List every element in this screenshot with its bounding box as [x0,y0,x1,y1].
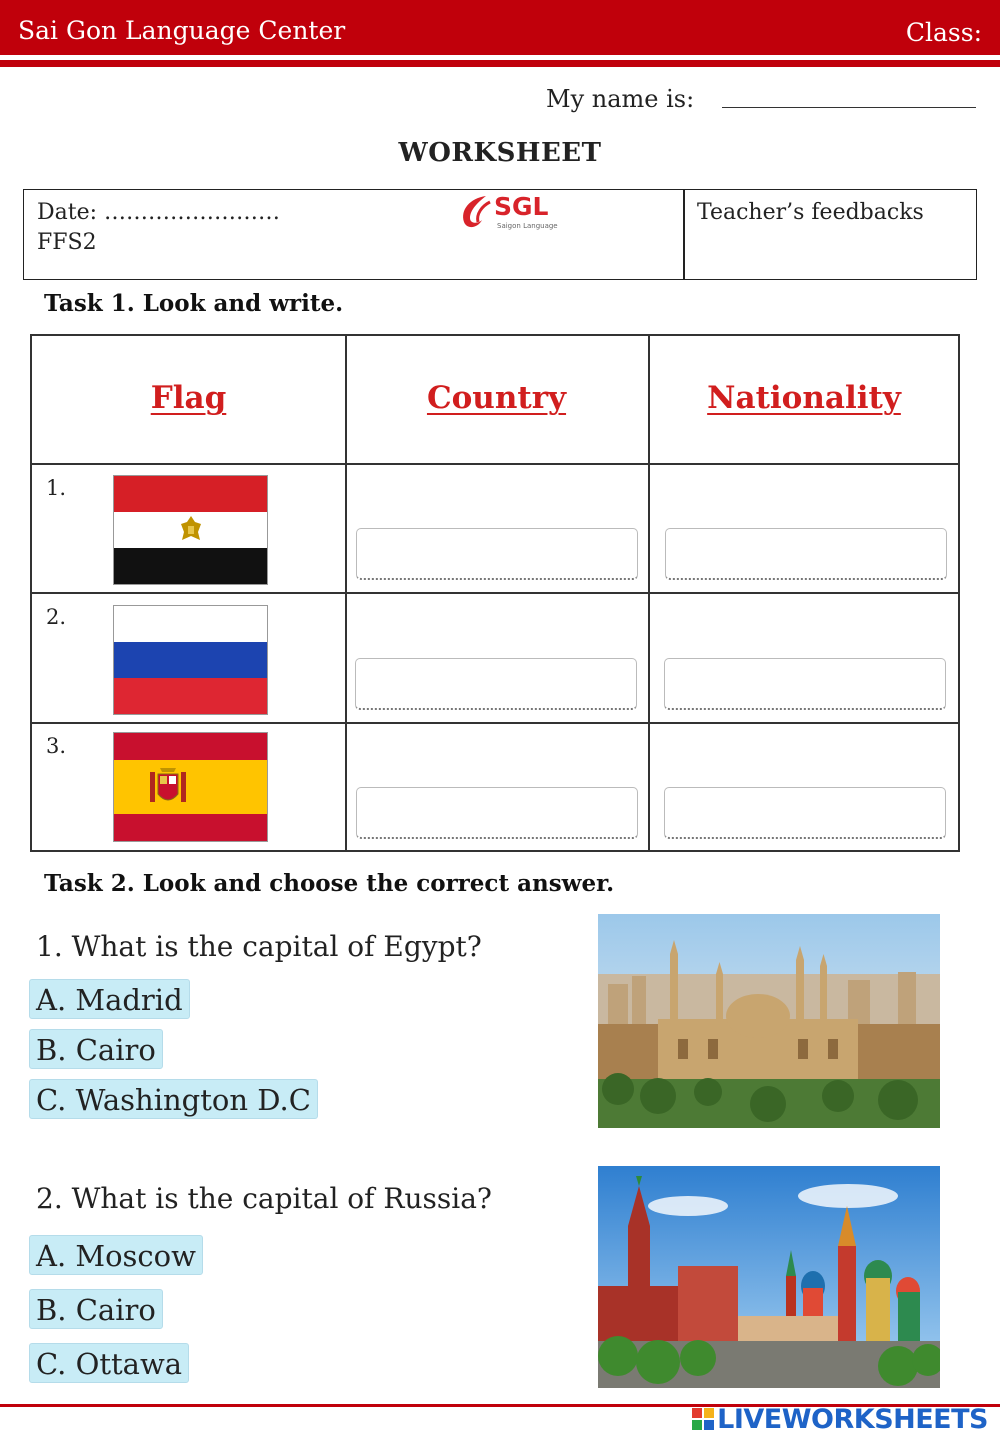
task1-title: Task 1. Look and write. [44,290,344,317]
table-row-divider [32,463,958,465]
worksheet-title: WORKSHEET [398,138,602,168]
question-2: 2. What is the capital of Russia? [36,1182,492,1215]
nationality-answer-2[interactable] [664,658,946,710]
row-number: 1. [46,476,67,500]
egypt-flag-icon [113,475,268,585]
q2-option-a[interactable]: A. Moscow [29,1235,203,1275]
teacher-feedback-label: Teacher’s feedbacks [697,200,924,225]
name-blank-line [722,107,976,108]
country-answer-2[interactable] [355,658,637,710]
liveworksheets-logo [692,1404,988,1435]
class-label: Class: [905,18,982,47]
row-number: 2. [46,605,67,629]
country-answer-3[interactable] [356,787,638,839]
cairo-photo [598,914,940,1128]
q1-option-b[interactable]: B. Cairo [29,1029,163,1069]
nationality-answer-1[interactable] [665,528,947,580]
country-answer-1[interactable] [356,528,638,580]
info-divider [683,190,685,279]
info-box [23,189,977,280]
coat-of-arms-icon [148,764,188,810]
brand-text: LIVEWORKSHEETS [717,1404,988,1435]
q2-option-c[interactable]: C. Ottawa [29,1343,189,1383]
russia-flag-icon [113,605,268,715]
task2-title: Task 2. Look and choose the correct answer. [44,870,615,897]
table-row-divider [32,722,958,724]
q2-option-b[interactable]: B. Cairo [29,1289,163,1329]
sgl-logo [456,192,566,234]
name-label: My name is: [546,85,695,113]
header-divider [0,60,1000,67]
center-name: Sai Gon Language Center [18,16,346,45]
eagle-emblem-icon [178,514,204,544]
date-label: Date: …………………… [37,200,281,225]
cairo-skyline-image [598,914,940,1128]
moscow-photo [598,1166,940,1388]
header-bar [0,0,1000,55]
moscow-red-square-image [598,1166,940,1388]
q1-option-a[interactable]: A. Madrid [29,979,190,1019]
spain-flag-icon [113,732,268,842]
logo-text: SGL [494,192,549,221]
nationality-answer-3[interactable] [664,787,946,839]
col-header-flag: Flag [150,380,227,416]
col-header-country: Country [426,380,567,416]
worksheet-code: FFS2 [37,230,97,255]
logo-subtext: Saigon Language [497,222,558,230]
col-header-nationality: Nationality [707,380,901,416]
question-1: 1. What is the capital of Egypt? [36,930,482,963]
sgl-swoosh-icon [456,192,496,234]
row-number: 3. [46,734,67,758]
table-row-divider [32,592,958,594]
liveworksheets-mark-icon [692,1408,714,1430]
q1-option-c[interactable]: C. Washington D.C [29,1079,318,1119]
task1-table [30,334,960,852]
